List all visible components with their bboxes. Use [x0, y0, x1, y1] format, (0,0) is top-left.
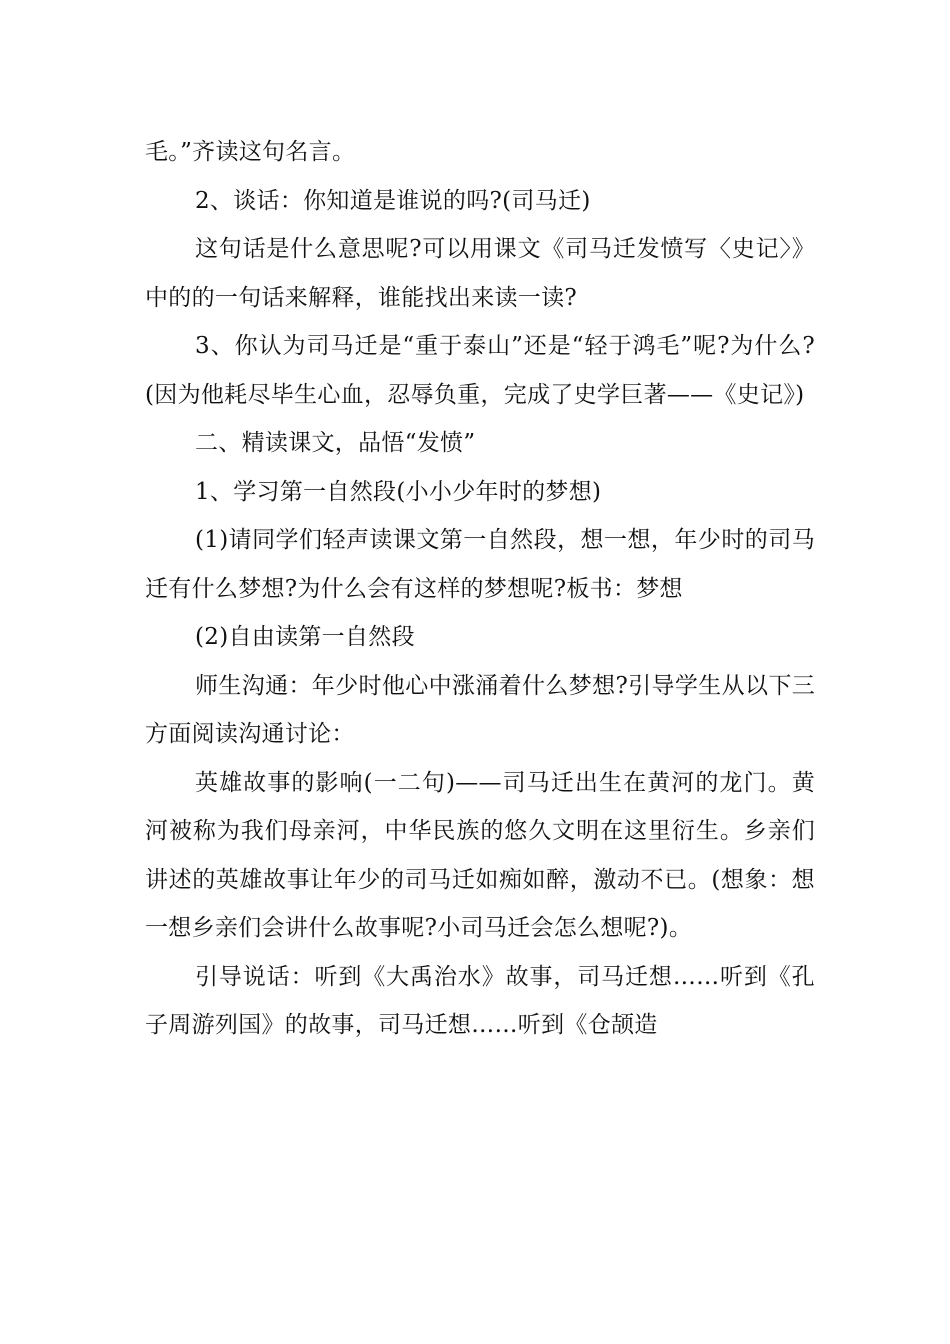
- paragraph-7: (1)请同学们轻声读课文第一自然段，想一想，年少时的司马迁有什么梦想?为什么会有这样的梦想呢?板书：梦想: [145, 527, 815, 602]
- body-text: [145, 128, 815, 1050]
- paragraph-3: 这句话是什么意思呢?可以用课文《司马迁发愤写〈史记〉》中的的一句话来解释，谁能找出来读一读?: [145, 236, 815, 311]
- paragraph-1: 毛。”齐读这句名言。: [145, 139, 356, 165]
- paragraph-9: 师生沟通：年少时他心中涨涌着什么梦想?引导学生从以下三方面阅读沟通讨论：: [145, 672, 815, 747]
- subsection-heading: 1、学习第一自然段(小小少年时的梦想): [195, 478, 602, 505]
- paragraph-11: 引导说话：听到《大禹治水》故事，司马迁想……听到《孔子周游列国》的故事，司马迁想……听到《仓颉造: [145, 963, 815, 1038]
- paragraph-4: 3、你认为司马迁是“重于泰山”还是“轻于鸿毛”呢?为什么?(因为他耗尽毕生心血，忍辱负重，完成了史学巨著——《史记》): [145, 333, 815, 408]
- paragraph-8: (2)自由读第一自然段: [195, 624, 415, 650]
- paragraph-2: 2、谈话：你知道是谁说的吗?(司马迁): [195, 187, 591, 214]
- section-heading: 二、精读课文，品悟“发愤”: [195, 430, 476, 456]
- paragraph-10: 英雄故事的影响(一二句)——司马迁出生在黄河的龙门。黄河被称为我们母亲河，中华民族的悠久文明在这里衍生。乡亲们讲述的英雄故事让年少的司马迁如痴如醉，激动不已。(想象：想一想乡亲们会讲什么故事呢?小司马迁会怎么想呢?)。: [145, 769, 815, 941]
